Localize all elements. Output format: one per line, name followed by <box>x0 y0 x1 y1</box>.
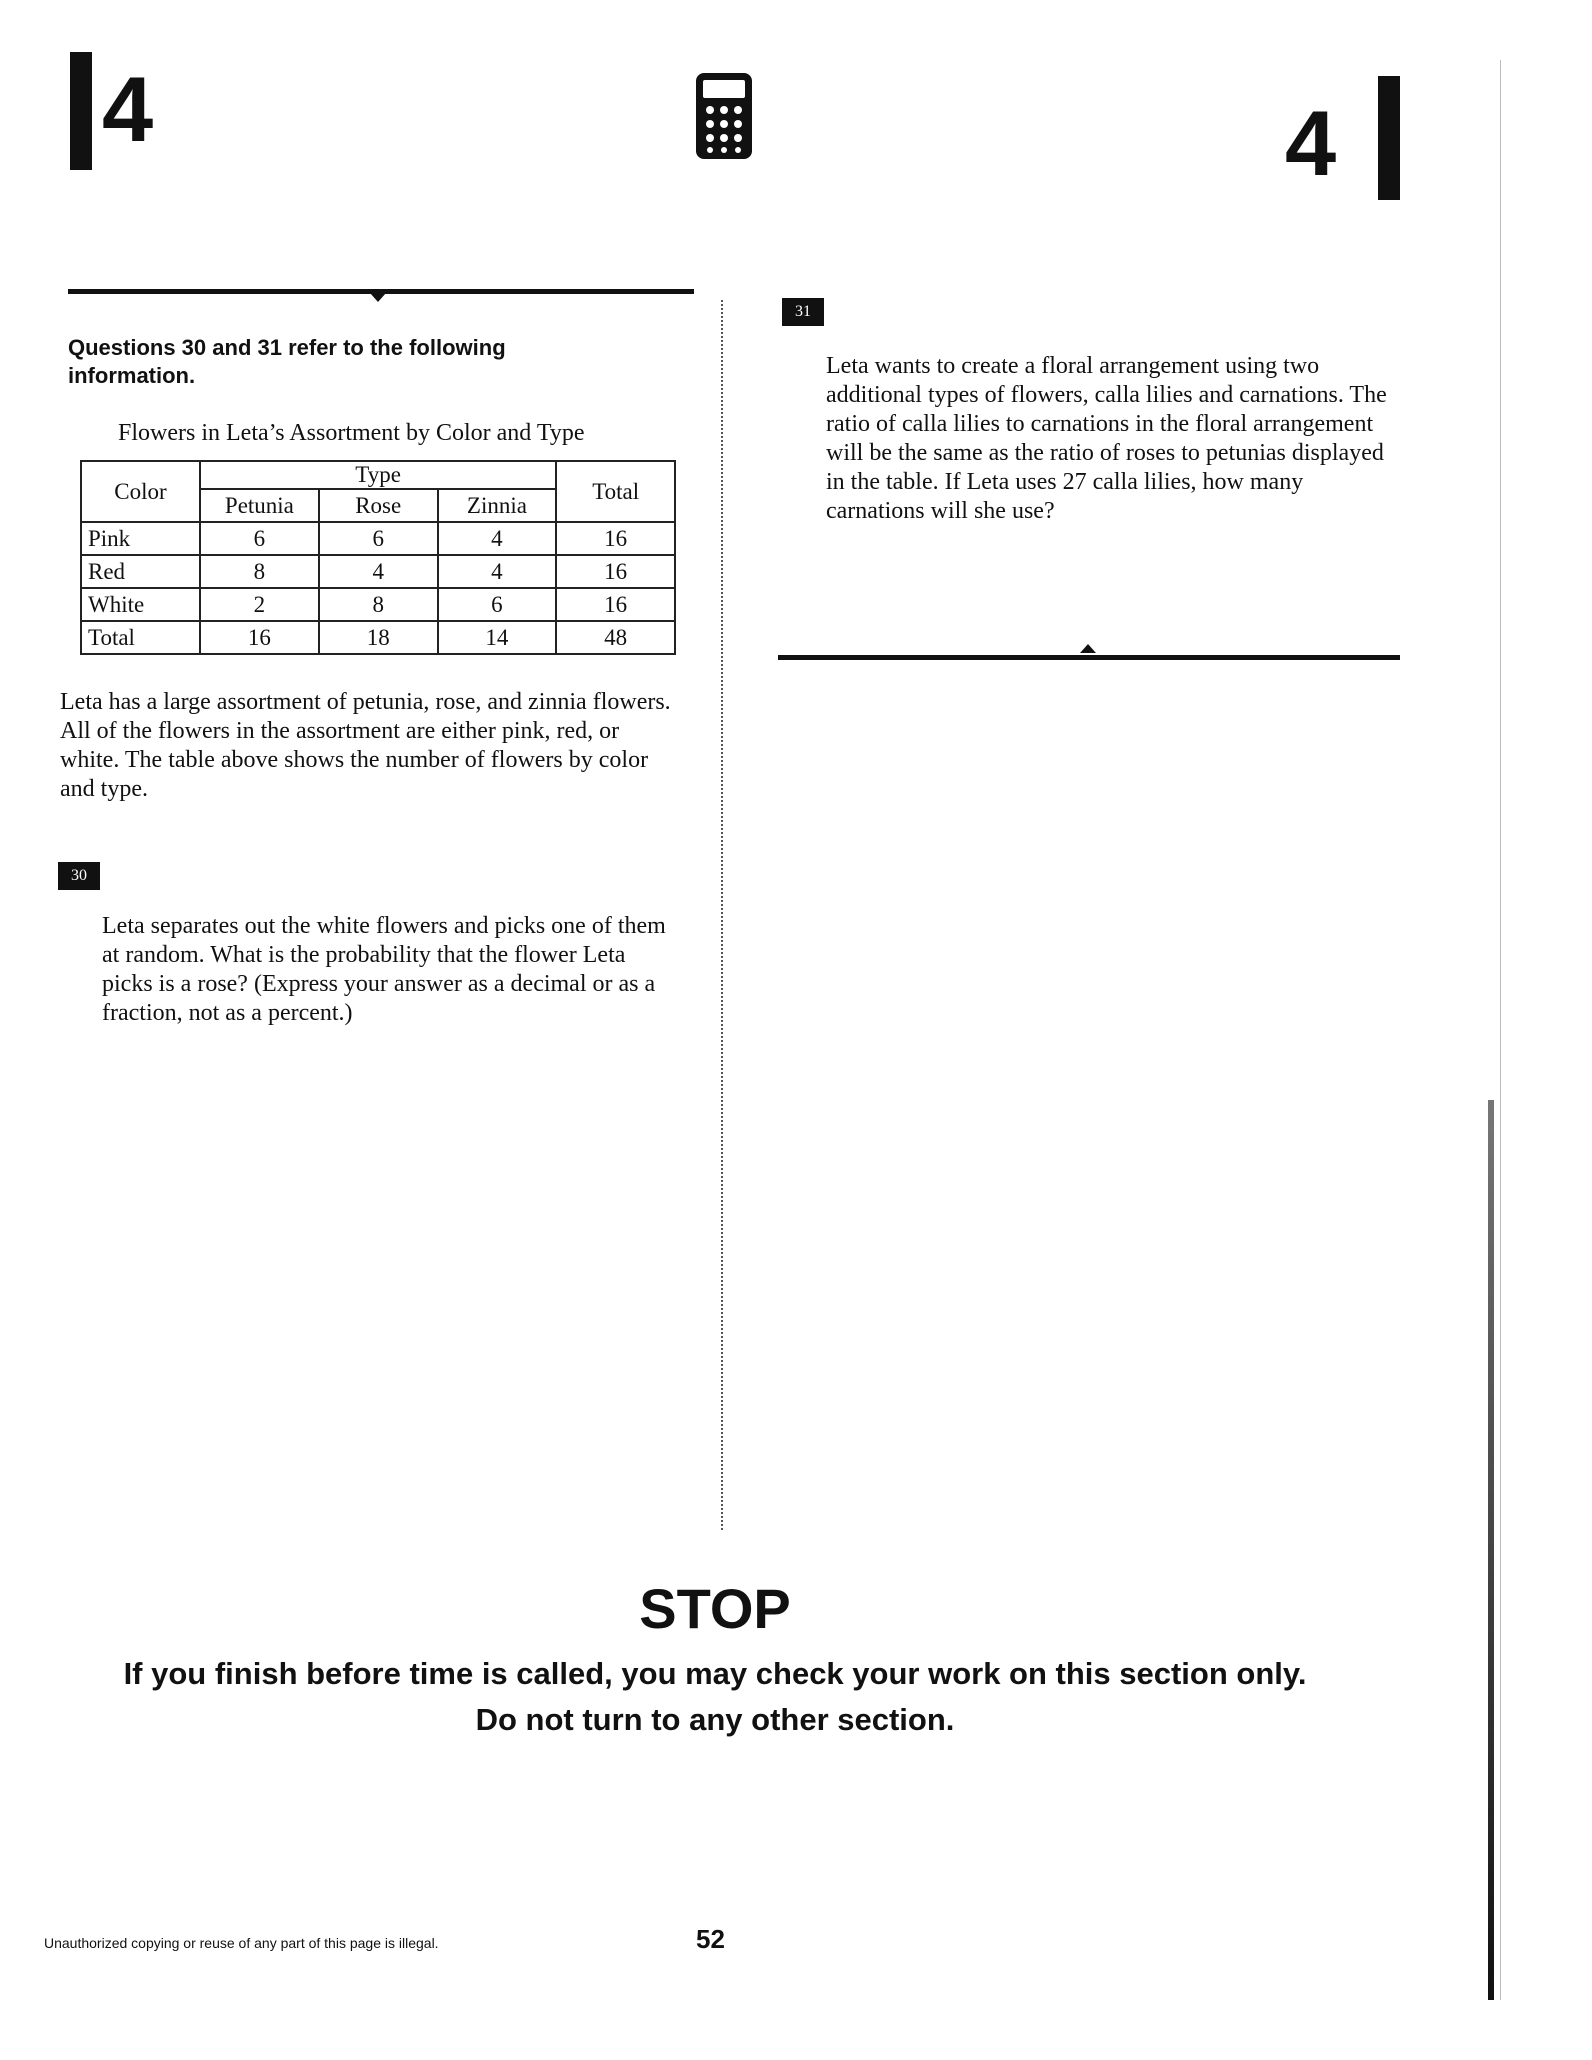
question-30-text: Leta separates out the white flowers and picks one of them at random. What is the probability that the flower Leta picks is a rose? (Express your answer as a decimal or as a fraction, not as a percent.) <box>102 913 666 1026</box>
header-type-zinnia: Zinnia <box>438 489 557 522</box>
table-cell: 48 <box>556 621 675 654</box>
table-title: Flowers in Leta’s Assortment by Color and Type <box>118 420 585 446</box>
right-end-rule <box>778 655 1400 660</box>
table-cell: 6 <box>200 522 319 555</box>
questions-intro: Questions 30 and 31 refer to the following information. <box>68 335 506 388</box>
header-type-rose: Rose <box>319 489 438 522</box>
table-cell: 6 <box>438 588 557 621</box>
table-cell: 4 <box>319 555 438 588</box>
header-type-petunia: Petunia <box>200 489 319 522</box>
table-row <box>81 621 675 654</box>
table-cell: 4 <box>438 555 557 588</box>
table-cell: 16 <box>556 555 675 588</box>
table-cell: 8 <box>200 555 319 588</box>
table-cell: 2 <box>200 588 319 621</box>
calculator-icon <box>695 72 753 160</box>
page-number: 52 <box>696 1924 725 1954</box>
stop-line-2: Do not turn to any other section. <box>475 1702 955 1737</box>
table-cell: 16 <box>200 621 319 654</box>
row-label: Pink <box>81 522 200 555</box>
copyright-notice: Unauthorized copying or reuse of any part of this page is illegal. <box>44 1935 439 1951</box>
table-cell: 16 <box>556 522 675 555</box>
column-divider <box>721 300 723 1530</box>
table-cell: 16 <box>556 588 675 621</box>
question-31-text: Leta wants to create a floral arrangement using two additional types of flowers, calla lilies and carnations. The ratio of calla lilies to carnations in the floral arrangement will be the same as the ratio of roses to petunias displayed in the table. If Leta uses 27 calla lilies, how many carnations will she use? <box>826 353 1387 524</box>
flowers-table <box>80 460 676 655</box>
row-label: Total <box>81 621 200 654</box>
question-number-31: 31 <box>782 298 824 326</box>
table-cell: 18 <box>319 621 438 654</box>
header-color: Color <box>81 461 200 522</box>
table-cell: 6 <box>319 522 438 555</box>
section-bar-right <box>1378 76 1400 200</box>
question-number-30: 30 <box>58 862 100 890</box>
row-label: Red <box>81 555 200 588</box>
stop-title: STOP <box>639 1577 791 1640</box>
section-bar-left <box>70 52 92 170</box>
section-number-left: 4 <box>102 59 154 161</box>
section-number-right: 4 <box>1285 93 1337 195</box>
up-arrow-icon <box>1080 644 1096 653</box>
table-cell: 4 <box>438 522 557 555</box>
table-row <box>81 522 675 555</box>
stop-line-1: If you finish before time is called, you may check your work on this section only. <box>123 1656 1307 1691</box>
header-type: Type <box>200 461 556 489</box>
table-cell: 14 <box>438 621 557 654</box>
table-row <box>81 588 675 621</box>
passage-text: Leta has a large assortment of petunia, rose, and zinnia flowers. All of the flowers in the assortment are either pink, red, or white. The table above shows the number of flowers by color and type. <box>60 689 671 802</box>
header-total: Total <box>556 461 675 522</box>
table-row <box>81 555 675 588</box>
scan-edge <box>1500 60 1501 2000</box>
row-label: White <box>81 588 200 621</box>
scan-edge <box>1488 1100 1494 2000</box>
table-cell: 8 <box>319 588 438 621</box>
down-arrow-icon <box>370 293 386 302</box>
